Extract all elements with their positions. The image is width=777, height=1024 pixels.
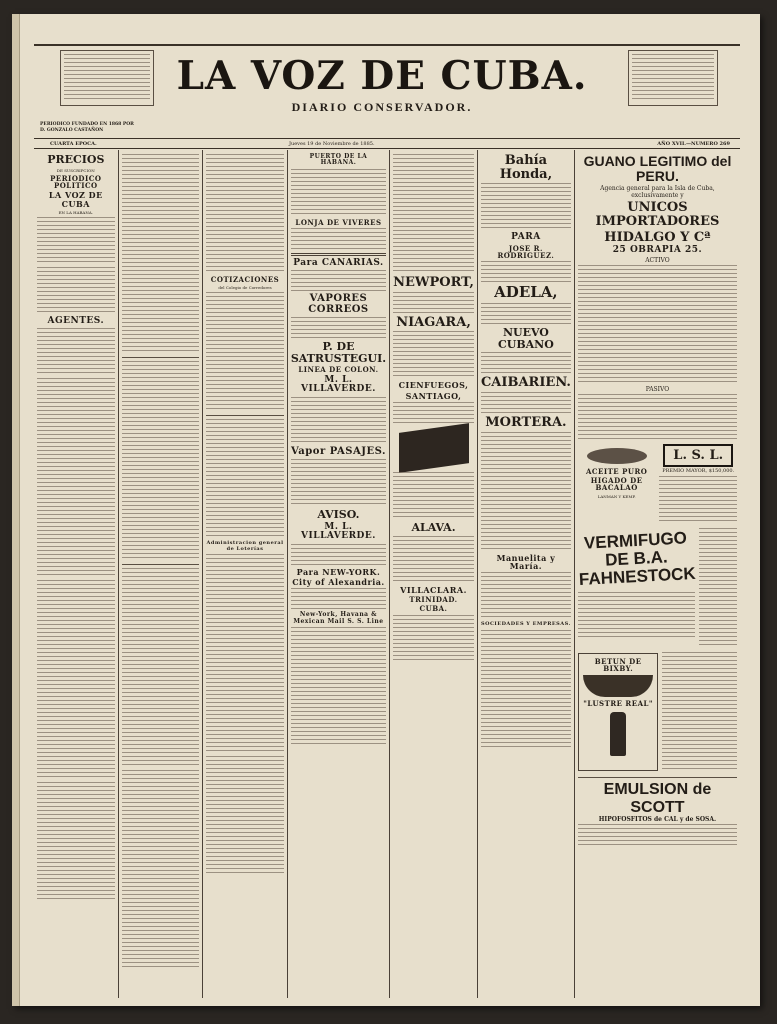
text-block [122, 361, 200, 561]
ad-row-3 [578, 650, 737, 774]
santiago-heading: SANTIAGO, [405, 390, 462, 401]
text-block [393, 292, 474, 314]
betun-heading: BETUN DE BIXBY. [594, 656, 642, 674]
text-block [481, 392, 571, 414]
text-block [578, 824, 737, 846]
premio-label: PREMIO MAYOR, $150,000. [662, 467, 735, 474]
text-block [122, 154, 200, 354]
dateline [34, 138, 740, 149]
founder-line-1: PERIODICO FUNDADO EN 1868 POR [40, 122, 134, 127]
villaverde-heading: M. L. VILLAVERDE. [301, 374, 376, 395]
right-ear-box [628, 50, 718, 106]
adela-heading: ADELA, [494, 283, 558, 302]
left-ear-box [60, 50, 154, 106]
text-block [393, 536, 474, 584]
balance-table [578, 265, 737, 385]
activo-label: ACTIVO [645, 256, 670, 264]
text-block [393, 615, 474, 663]
ear-text-lines [632, 54, 714, 102]
columns [34, 150, 740, 998]
text-block [481, 261, 571, 283]
cotizaciones-heading: COTIZACIONES [210, 275, 280, 284]
text-block [206, 419, 284, 539]
trinidad-heading: TRINIDAD. [409, 595, 458, 604]
edition-label: CUARTA EPOCA. [50, 141, 97, 147]
text-block [291, 397, 386, 445]
text-block [122, 770, 200, 970]
text-block [481, 432, 571, 552]
hipofosfitos-label: HIPOFOSFITOS de CAL y de SOSA. [598, 815, 717, 823]
text-block [291, 169, 386, 217]
text-block [393, 472, 474, 520]
column-1 [34, 150, 119, 998]
aceite-label: ACEITE PURO [585, 466, 648, 476]
emulsion-heading: EMULSION de SCOTT [603, 780, 712, 816]
newyork-heading: Para NEW-YORK. [296, 566, 381, 577]
divider [206, 415, 284, 416]
hidalgo-heading: HIDALGO Y Cª [604, 229, 711, 245]
column-2 [119, 150, 204, 998]
polish-tin-illustration [583, 675, 653, 697]
text-block [291, 317, 386, 339]
text-block [206, 154, 284, 274]
colon-heading: LINEA DE COLON. [298, 365, 379, 375]
vermifuge-ad [578, 526, 695, 650]
masthead [172, 54, 592, 115]
column-6 [478, 150, 575, 998]
colegio-label: del Colegio de Corredores [218, 285, 272, 291]
agentes-heading: AGENTES. [47, 316, 105, 327]
divider [291, 253, 386, 256]
agent-list [37, 580, 115, 780]
guano-heading: GUANO LEGITIMO del PERU. [583, 153, 732, 184]
importadores-heading: UNICOS IMPORTADORES [595, 200, 720, 230]
bahia-honda-heading: Bahía Honda, [499, 153, 553, 182]
text-block [481, 630, 571, 750]
balance-table [578, 394, 737, 442]
founder-line-2: D. GONZALO CASTAÑON [40, 128, 104, 133]
text-block [393, 154, 474, 274]
text-block [699, 528, 737, 648]
fish-illustration [587, 448, 647, 464]
text-block [37, 217, 115, 265]
newspaper-subtitle: DIARIO CONSERVADOR. [291, 100, 473, 114]
vapores-correos-heading: VAPORES CORREOS [308, 293, 369, 315]
lottery-ad [659, 444, 737, 526]
text-block [481, 303, 571, 325]
para-heading: PARA [511, 232, 541, 243]
company-flag-illustration [399, 423, 469, 473]
column-7 [575, 150, 740, 998]
agent-list [37, 378, 115, 578]
text-block [291, 270, 386, 292]
cod-liver-ad [578, 444, 656, 526]
newspaper-title: LA VOZ DE CUBA. [176, 53, 588, 99]
precios-heading: PRECIOS [47, 153, 105, 166]
periodico-label: PERIODICO POLITICO [50, 173, 102, 190]
newport-heading: NEWPORT, [393, 275, 474, 290]
text-block [291, 588, 386, 610]
text-block [481, 352, 571, 374]
suscripcion-label: DE SUSCRIPCION [56, 167, 95, 173]
pasivo-label: PASIVO [645, 385, 670, 393]
founder-box [40, 122, 160, 134]
aviso-heading: AVISO. [317, 508, 360, 522]
bottle-illustration [610, 712, 626, 756]
text-block [291, 544, 386, 566]
text-block [393, 402, 474, 424]
ear-text-lines [64, 54, 150, 102]
lanman-label: LANMAN Y KEMP. [597, 493, 636, 499]
vermifugo-title: VERMIFUGO DE B.A. FAHNESTOCK [578, 528, 697, 589]
text-block [662, 652, 737, 772]
text-block [481, 183, 571, 231]
column-4 [288, 150, 390, 998]
top-rule [34, 44, 740, 46]
ad-row-2 [578, 526, 737, 650]
canarias-heading: Para CANARIAS. [293, 257, 384, 268]
issue-number: AÑO XVII.—NUMERO 269 [657, 141, 730, 147]
text-block [122, 568, 200, 768]
agent-list [37, 782, 115, 902]
text-block [578, 592, 695, 640]
alava-heading: ALAVA. [411, 521, 456, 535]
text-block [659, 476, 737, 524]
alexandria-heading: City of Alexandria. [292, 577, 385, 587]
divider [122, 357, 200, 358]
villaverde-heading-2: M. L. VILLAVERDE. [301, 521, 376, 542]
text-ad [662, 650, 737, 774]
bacalao-label: HIGADO DE BACALAO [590, 476, 643, 493]
sociedades-heading: SOCIEDADES Y EMPRESAS. [480, 621, 571, 628]
lonja-heading: LONJA DE VIVERES [295, 217, 382, 227]
lottery-table [206, 554, 284, 754]
divider [578, 777, 737, 778]
cuba-heading: CUBA. [419, 604, 448, 614]
niagara-heading: NIAGARA, [396, 314, 471, 330]
mexican-mail-heading: New-York, Havana & Mexican Mail S. S. Line [293, 611, 384, 625]
text-block [481, 572, 571, 620]
cienfuegos-heading: CIENFUEGOS, [398, 380, 469, 391]
paper-name-label: LA VOZ DE CUBA [48, 190, 103, 209]
text-block [291, 627, 386, 747]
satrustegui-heading: P. DE SATRUSTEGUI. [290, 340, 387, 365]
ad-row-1 [578, 444, 737, 526]
text-block [37, 267, 115, 315]
pasajes-heading: Vapor PASAJES. [290, 445, 386, 457]
text-block [393, 331, 474, 379]
villaclara-heading: VILLACLARA. [400, 584, 467, 595]
issue-date: Jueves 19 de Noviembre de 1885. [289, 141, 375, 147]
puerto-heading: PUERTO DE LA HABANA. [309, 153, 368, 167]
column-5 [390, 150, 478, 998]
text-block [37, 328, 115, 376]
habana-label: EN LA HABANA. [58, 210, 93, 216]
obrapia-heading: 25 OBRAPIA 25. [612, 245, 703, 256]
caibarien-heading: CAIBARIEN. [480, 375, 571, 391]
nuevo-cubano-heading: NUEVO CUBANO [498, 326, 554, 351]
mortera-heading: MORTERA. [485, 414, 567, 430]
shoe-polish-ad [578, 653, 659, 771]
agencia-label: Agencia general para la Isla de Cuba, exclusivamente y [600, 185, 715, 200]
page-spine [12, 14, 20, 1006]
agents-ad [699, 526, 737, 650]
newspaper-page [12, 14, 760, 1006]
rodriguez-heading: JOSE R. RODRIGUEZ. [497, 243, 555, 261]
lsl-badge: L. S. L. [663, 444, 733, 467]
lustre-heading: "LUSTRE REAL" [583, 699, 654, 709]
loterias-heading: Administracion general de Loterías [206, 540, 284, 552]
column-3 [203, 150, 288, 998]
divider [122, 564, 200, 565]
manuelita-heading: Manuelita y María. [496, 552, 556, 571]
text-block [291, 459, 386, 507]
price-list [291, 228, 386, 250]
text-block [206, 756, 284, 876]
quote-table [206, 292, 284, 412]
